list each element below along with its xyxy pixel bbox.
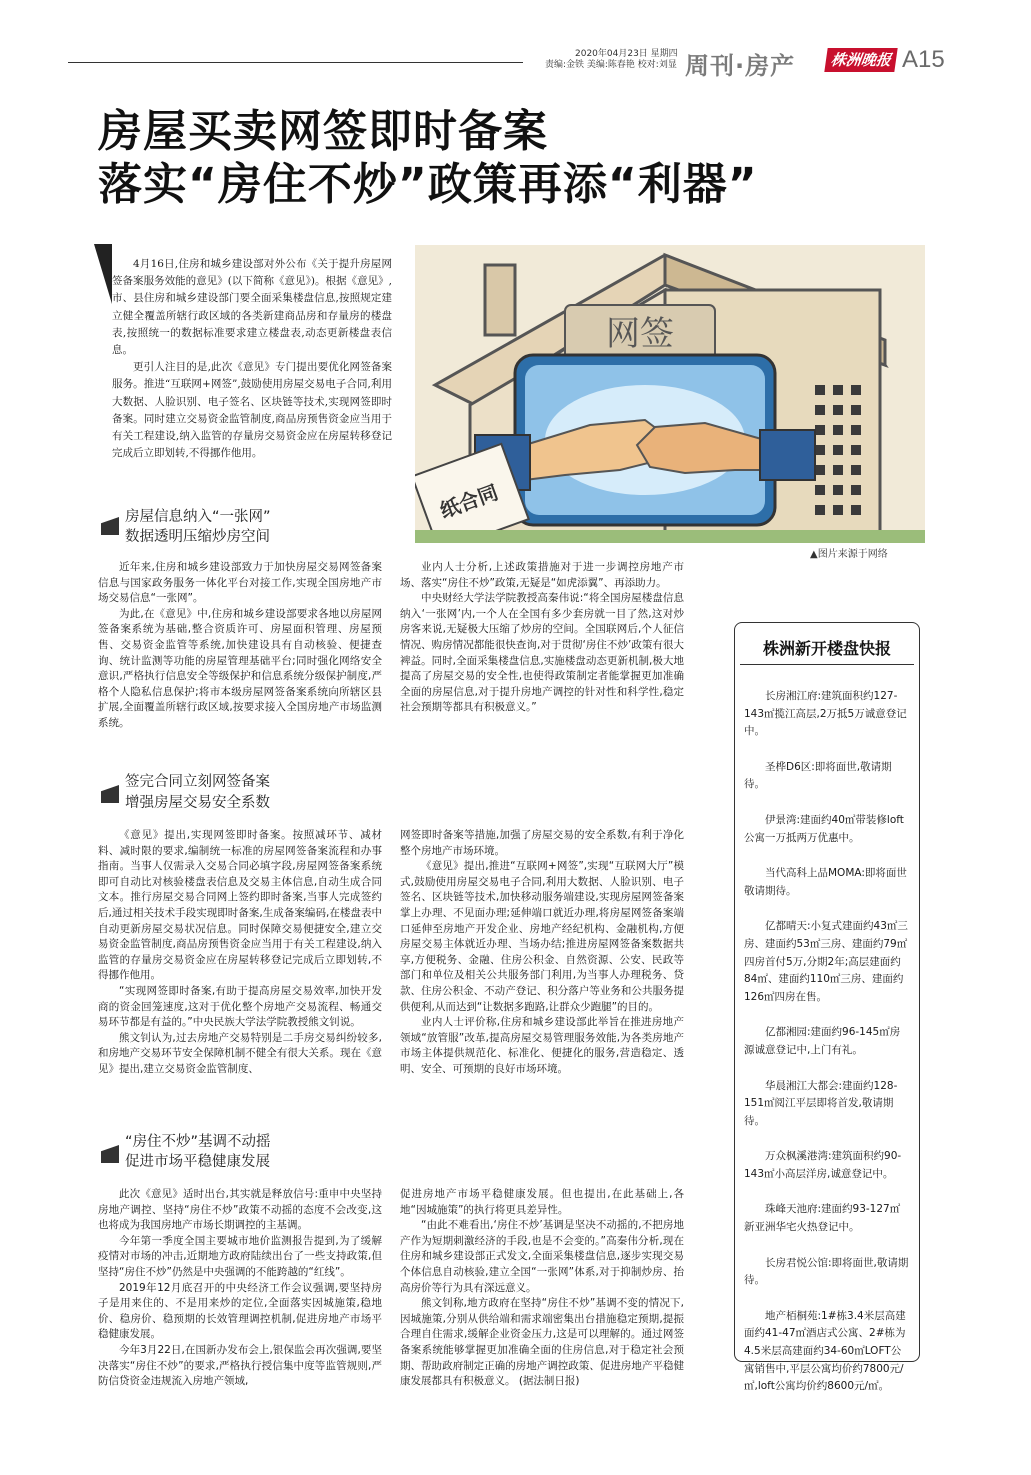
lead-paragraph: 更引人注目的是,此次《意见》专门提出要优化网签备案服务。推进“互联网+网签”,鼓励使用房屋交易电子合同,利用大数据、人脸识别、电子签名、区块链等技术,实现网签即时备案。同时建立交易资金监管制度,商品房预售资金应当用于有关工程建设,纳入监管的存量房交易资金应在房屋转移登记完成后立即划转,不得挪作他用。 [112,361,392,460]
header-rule [68,62,523,63]
lead-paragraphs [112,256,392,462]
lead-corner-mark [94,244,112,304]
listing-item: 亿都晴天:小复式建面约43㎡三房、建面约53㎡三房、建面约79㎡四房首付5万,分期2年;高层建面约84㎡、建面约110㎡三房、建面约126㎡四房在售。 [744,920,908,1003]
listing-item: 伊景湾:建面约40㎡带装修loft公寓一万抵两万优惠中。 [744,813,904,844]
listing-item: 长房君悦公馆:即将面世,敬请期待。 [744,1256,909,1287]
body-paragraph: 为此,在《意见》中,住房和城乡建设部要求各地以房屋网签备案系统为基础,整合资质许可、房屋面积管理、房屋预售、交易资金监管等系统,加快建设具有自动核验、便捷查询、统计监测等功能的房屋管理基础平台;同时强化网络安全意识,严格执行信息安全等级保护和信息系统分级保护制度,严格个人隐私信息保护;将市本级房屋网签备案系统向所辖区县扩展,全面覆盖所辖行政区域,按要求接入全国房地产市场监测系统。 [98,607,382,729]
subhead-marker [101,1145,119,1163]
body-paragraph: 业内人士评价称,住房和城乡建设部此举旨在推进房地产领域“放管服”改革,提高房屋交易管理服务效能,为各类房地产市场主体提供规范化、标准化、便捷化的服务,营造稳定、透明、安全、可预期的良好市场环境。 [400,1016,684,1075]
section2-column-2 [400,828,684,1078]
headline-line-2: 落实“房住不炒”政策再添“利器” [98,159,758,210]
section3-column-1 [98,1187,382,1390]
listing-item: 地产栢桐苑:1#栋3.4米层高建面约41-47㎡酒店式公寓、2#栋为4.5米层高建面约34-60㎡LOFT公寓销售中,平层公寓均价约7800元/㎡,loft公寓均价约8600元/㎡。 [744,1309,906,1393]
body-paragraph: 中央财经大学法学院教授高秦伟说:“将全国房屋楼盘信息纳入‘一张网’内,一个人在全国有多少套房就一目了然,这对炒房客来说,无疑极大压缩了炒房的空间。全国联网后,个人征信情况、购房情况都能很快查询,对于贯彻‘房住不炒’政策有很大裨益。同时,全面采集楼盘信息,实施楼盘动态更新机制,极大地提高了房屋交易的安全性,也使得政策制定者能掌握更加准确全面的房屋信息,对于提升房地产调控的针对性和科学性,稳定社会预期等都具有积极意义。” [400,592,684,714]
image-caption: ▲图片来源于网络 [810,549,888,560]
section1-title-line1: 房屋信息纳入“一张网” [125,509,271,525]
section3-title-line2: 促进市场平稳健康发展 [125,1154,270,1170]
listing-item: 亿都湘园:建面约96-145㎡房源诚意登记中,上门有礼。 [744,1026,901,1056]
illustration-contract-text: 纸合同 [436,479,502,523]
body-paragraph: 2019年12月底召开的中央经济工作会议强调,要坚持房子是用来住的、不是用来炒的定位,全面落实因城施策,稳地价、稳房价、稳预期的长效管理调控机制,促进房地产市场平稳健康发展。 [98,1281,382,1341]
body-paragraph: 此次《意见》适时出台,其实就是释放信号:重申中央坚持房地产调控、坚持“房住不炒”政策不动摇的态度不会改变,这也将成为我国房地产市场长期调控的主基调。 [98,1188,382,1232]
subhead-marker [101,517,119,535]
sidebar-title: 株洲新开楼盘快报 [762,639,891,658]
section1-column-2 [400,560,684,716]
body-paragraph: 今年3月22日,在国新办发布会上,银保监会再次强调,要坚决落实“房住不炒”的要求,严格执行授信集中度等监管规则,严防信贷资金违规流入房地产领域, [98,1343,382,1388]
section2-title-line2: 增强房屋交易安全系数 [125,795,270,811]
body-paragraph: 今年第一季度全国主要城市地价监测报告提到,为了缓解疫情对市场的冲击,近期地方政府陆续出台了一些支持政策,但坚持“房住不炒”仍然是中央强调的不能跨越的“红线”。 [98,1234,382,1278]
section2-title-line1: 签完合同立刻网签备案 [125,774,270,790]
body-paragraph: 《意见》提出,推进“互联网+网签”,实现“互联网大厅”模式,鼓励使用房屋交易电子合同,利用大数据、人脸识别、电子签名、区块链等技术,加快移动服务端建设,实现房屋网签备案掌上办理、不见面办理;延伸端口就近办理,将房屋网签备案端口延伸至房地产开发企业、房地产经纪机构、金融机构,方便房屋交易主体就近办理、当场办结;推进房屋网签备案数据共享,方便税务、金融、住房公积金、自然资源、公安、民政等部门和单位及相关公共服务部门利用,为当事人办理税务、贷款、住房公积金、不动产登记、积分落户等业务和公共服务提供便利,从而达到“让数据多跑路,让群众少跑腿”的目的。 [400,860,684,1013]
listing-item: 圣桦D6区:即将面世,敬请期待。 [744,760,892,791]
listing-item: 珠峰天池府:建面约93-127㎡新亚洲华宅火热登记中。 [744,1203,901,1234]
body-paragraph: “由此不难看出,‘房住不炒’基调是坚决不动摇的,不把房地产作为短期刺激经济的手段,也是不会变的。”高秦伟分析,现在住房和城乡建设部正式发文,全面采集楼盘信息,逐步实现交易个体信息自动核验,建立全国“一张网”体系,对于抑制炒房、抬高房价等行为具有深远意义。 [400,1219,684,1294]
listing-item: 华晨湘江大都会:建面约128-151㎡阅江平层即将首发,敬请期待。 [744,1079,898,1127]
editor-credits: 责编:金铁 美编:陈春艳 校对:刘显 [545,60,677,70]
lead-paragraph: 4月16日,住房和城乡建设部对外公布《关于提升房屋网签备案服务效能的意见》(以下简称《意见》)。根据《意见》,市、县住房和城乡建设部门要全面采集楼盘信息,按照规定建立健全覆盖所辖行政区域的各类新建商品房和存量房的楼盘表,按照统一的数据标准要求建立楼盘表,动态更新楼盘表信息。 [112,258,392,357]
section-title: 周刊·房产 [685,52,796,80]
listing-item: 长房湘江府:建筑面积约127-143㎡揽江高层,2万抵5万诚意登记中。 [744,690,907,738]
body-paragraph: 熊文钊认为,过去房地产交易特别是二手房交易纠纷较多,和房地产交易环节安全保障机制不健全有很大关系。现在《意见》提出,建立交易资金监管制度、 [98,1031,382,1075]
body-paragraph: 网签即时备案等措施,加强了房屋交易的安全系数,有利于净化整个房地产市场环境。 [400,829,684,857]
headline-line-1: 房屋买卖网签即时备案 [98,106,548,157]
section1-column-1 [98,560,382,732]
issue-date: 2020年04月23日 星期四 [575,49,678,59]
page-number: A15 [902,46,945,73]
section1-title-line2: 数据透明压缩炒房空间 [125,529,270,545]
body-paragraph: 促进房地产市场平稳健康发展。但也提出,在此基础上,各地“因城施策”的执行将更具差异性。 [400,1188,684,1216]
body-paragraph: 业内人士分析,上述政策措施对于进一步调控房地产市场、落实“房住不炒”政策,无疑是“如虎添翼”、再添助力。 [400,561,684,589]
sidebar-divider [740,664,914,665]
sidebar-listings [744,688,910,1414]
newspaper-logo: 株洲晚报 [824,48,897,72]
section3-title-line1: “房住不炒”基调不动摇 [125,1134,271,1150]
listing-item: 万众枫溪港湾:建筑面积约90-143㎡小高层洋房,诚意登记中。 [744,1150,902,1180]
section2-column-1 [98,828,382,1078]
section3-column-2 [400,1187,684,1390]
handshake-house-illustration [415,245,925,543]
illustration-sign-text: 网签 [606,314,674,354]
body-paragraph: 近年来,住房和城乡建设部致力于加快房屋交易网签备案信息与国家政务服务一体化平台对接工作,实现全国房地产市场交易信息“一张网”。 [98,561,382,605]
body-paragraph: “实现网签即时备案,有助于提高房屋交易效率,加快开发商的资金回笼速度,这对于优化整个房地产交易流程、畅通交易环节都是有益的。”中央民族大学法学院教授熊文钊说。 [98,984,382,1029]
body-paragraph: 熊文钊称,地方政府在坚持“房住不炒”基调不变的情况下,因城施策,分别从供给端和需求端密集出台措施稳定预期,提振合理自住需求,缓解企业资金压力,这是可以理解的。通过网签备案系统能够掌握更加准确全面的住房信息,对于稳定社会预期、帮助政府制定正确的房地产调控政策、促进房地产平稳健康发展都具有积极意义。 (据法制日报) [400,1297,684,1388]
subhead-marker [101,785,119,803]
listing-item: 当代高科上品MOMA:即将面世敬请期待。 [744,867,907,897]
body-paragraph: 《意见》提出,实现网签即时备案。按照减环节、减材料、减时限的要求,编制统一标准的房屋网签备案流程和办事指南。当事人仅需录入交易合同必填字段,房屋网签备案系统即可自动比对核验楼盘表信息及交易主体信息,自动生成合同文本。推行房屋交易合同网上签约即时备案,当事人完成签约后,通过相关技术手段实现即时备案,生成备案编码,在楼盘表中自动更新房屋交易状况信息。同时保障交易便捷安全,建立交易资金监管制度,商品房预售资金应当用于有关工程建设,纳入监管的存量房交易资金应在房屋转移登记完成后立即划转,不得挪作他用。 [98,829,382,982]
